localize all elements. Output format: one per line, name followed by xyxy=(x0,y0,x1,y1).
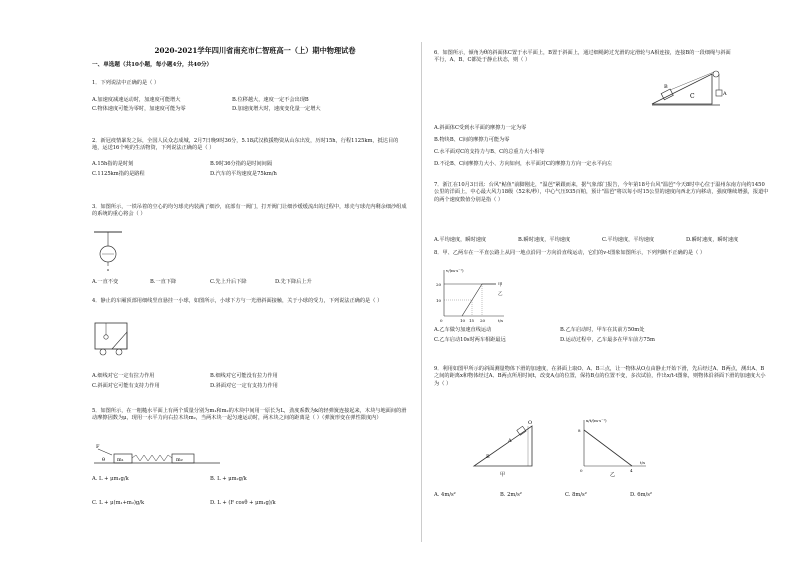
question-1-option-a: A.加速度减速运动时，加速度可能增大 xyxy=(92,97,181,103)
question-3-option-b: B.一直下降 xyxy=(150,279,177,285)
question-8-option-b: B.乙车启动时，甲车在其前方50m处 xyxy=(560,327,645,333)
figure-jia-label: 甲 xyxy=(500,472,506,478)
tick-x-10: 10 xyxy=(460,318,466,323)
question-7-option-a: A.平均速度，瞬时速度 xyxy=(434,237,487,243)
point-a-label: A xyxy=(508,438,512,444)
question-6 xyxy=(434,50,734,65)
question-1 xyxy=(92,80,402,87)
angle-label: θ xyxy=(102,457,106,463)
tick-x-4: 4 xyxy=(630,468,633,473)
question-4-stem: 4．静止的车厢顶部用细线竖直悬挂一小球，如图所示，小球下方与一光滑斜面接触，关于小球的受力，下列说法正确的是（ ） xyxy=(92,298,383,304)
tick-origin: 0 xyxy=(440,318,443,323)
tick-y-10: 10 xyxy=(436,298,442,303)
x-axis-label: t/s xyxy=(498,318,504,323)
question-8-option-c: C.乙车启动10s时两车相距最远 xyxy=(434,337,506,343)
figure-yi-label: 乙 xyxy=(610,472,616,478)
question-9-stem: 9．利用如图甲所示的斜面测量物体下滑的加速度，在斜面上取O、A、B三点，让一物体从O点由静止开始下滑，先后经过A、B两点，测出A、B之间的距离x和物体经过A、B两点所用时间t，改变A点的位置，保持B点的位置不变，多次试验，作出x/t-t图象，则物体沿斜面下滑的加速度大小为（ ） xyxy=(434,366,766,387)
question-4-option-d: D.斜面对它一定有支持力作用 xyxy=(210,383,278,389)
question-7-option-b: B.瞬时速度，平均速度 xyxy=(518,237,571,243)
question-3-option-a: A.一直不变 xyxy=(92,279,119,285)
y-axis-label: v/(m·s⁻¹) xyxy=(446,268,464,273)
block-m2-label: m₂ xyxy=(176,457,183,463)
question-8 xyxy=(434,250,769,257)
block-m1-label: m₁ xyxy=(117,457,124,463)
point-b-label: B xyxy=(486,454,490,460)
question-3-figure xyxy=(92,230,132,274)
question-3-stem: 3．如图所示，一铁吊着的空心的均匀球壳内装满了细沙，底部有一阀门，打开阀门让细沙缓缓流出的过程中，球壳与球壳内剩余细沙组成的系统的重心将会（ ） xyxy=(92,204,407,218)
point-o-label: O xyxy=(528,420,533,426)
question-7 xyxy=(434,182,769,204)
question-9-option-a: A. 4m/s² xyxy=(434,492,456,498)
y-axis-label-yi: x/t/(m·s⁻¹) xyxy=(586,418,607,423)
tick-x-15: 15 xyxy=(469,318,475,323)
force-label: F xyxy=(96,444,100,450)
question-5-option-d: D. L + (F cosθ + μm₁g)/k xyxy=(210,500,276,506)
question-8-figure xyxy=(434,266,514,324)
question-2-option-d: D.汽车的平均速度是75km/h xyxy=(210,171,277,177)
tick-zero: 0 xyxy=(580,468,583,473)
question-4-option-c: C.斜面对它可能有支持力作用 xyxy=(92,383,160,389)
question-1-option-d: D.加速度增大时，速度变化量一定增大 xyxy=(232,106,321,112)
page-title: 2020-2021学年四川省南充市仁智班高一（上）期中物理试卷 xyxy=(154,46,356,55)
question-7-option-d: D.瞬时速度，瞬时速度 xyxy=(686,237,739,243)
question-5-stem: 5．如图所示，在一粗糙水平面上有两个质量分别为m₁和m₂的木块中间用一原长为L，劲度系数为k的轻弹簧连接起来，木块与地面间的滑动摩擦因数为μ，现用一水平力向右拉木块m₂，当两木块一起匀速运动时，两木块之间的距离是（ ）（弹簧形变在弹性限度内） xyxy=(92,408,407,422)
label-c: C xyxy=(690,93,695,100)
question-2-stem: 2．新冠疫情暴发之际，全国人民众志成城，2月7日晚9时36分，5.18武汉救援物资从山东出发，历时15h，行程1125km，抵达目的地，运送16个吨的生活物资，下列说法正确的是（ ） xyxy=(92,138,399,152)
question-9 xyxy=(434,366,769,388)
question-5-figure xyxy=(92,440,222,466)
question-4-figure xyxy=(92,320,132,358)
question-3-option-c: C.先上升后下降 xyxy=(210,279,247,285)
question-4-option-a: A.细线对它一定有拉力作用 xyxy=(92,373,155,379)
question-2-option-c: C.1125km指的是路程 xyxy=(92,171,145,177)
column-divider xyxy=(421,42,422,542)
question-9-option-b: B. 2m/s² xyxy=(500,492,522,498)
tick-y-20: 20 xyxy=(436,282,442,287)
question-4 xyxy=(92,298,407,305)
question-4-option-b: B.细线对它可能没有拉力作用 xyxy=(210,373,278,379)
section-heading: 一、单选题（共10小题，每小题4分，共40分） xyxy=(92,62,213,68)
question-3-option-d: D.先下降后上升 xyxy=(275,279,312,285)
question-9-figure-yi xyxy=(574,416,654,478)
tick-x-20: 20 xyxy=(480,318,486,323)
question-6-option-d: D.不论B、C间摩擦力大小、方向如何，水平面对C的摩擦力方向一定水平向左 xyxy=(434,161,613,167)
question-1-option-b: B.位移越大，速度一定不会出现B xyxy=(232,97,309,103)
series-jia-label: 甲 xyxy=(498,283,503,288)
question-8-option-a: A.乙车做匀加速直线运动 xyxy=(434,327,492,333)
question-5-option-a: A. L + μm₁g/k xyxy=(92,476,129,482)
question-8-stem: 8．甲、乙两车在一平直公路上从同一地点沿同一方向沿直线运动，它们的v-t图象如图所示，下列判断不正确的是（ ） xyxy=(434,250,706,256)
question-2-option-b: B.9时36分指的是时间间隔 xyxy=(210,161,273,167)
question-7-stem: 7．浙江在10月3日讯：台风"鲇鱼"前脚刚走，"温芭"紧跟而来，据气象部门报告，今年第18号台风"温芭"今天8时中心位于温州东南方向约1450公里的洋面上，中心最大风力18级（52米/秒），中心气压935百帕，预计"温芭"将以每小时15公里的速度向西北方向移动，强度继续增强，报道中的两个速度数值分别是指（ ） xyxy=(434,182,769,203)
question-6-option-b: B.物块B、C间的摩擦力可能为零 xyxy=(434,137,510,143)
question-6-stem: 6．如图所示，倾角为θ的斜面体C置于水平面上，B置于斜面上，通过细绳跨过光滑的定滑轮与A相连接，连接B的一段细绳与斜面平行，A、B、C都处于静止状态，则（ ） xyxy=(434,50,731,64)
question-2-option-a: A.15h指的是时刻 xyxy=(92,161,134,167)
question-6-option-c: C.水平面对C的支持力与B、C的总重力大小相等 xyxy=(434,149,545,155)
label-a: A xyxy=(723,91,727,97)
question-9-option-c: C. 8m/s² xyxy=(565,492,587,498)
tick-y-8: 8 xyxy=(578,428,581,433)
question-7-option-c: C.平均速度，平均速度 xyxy=(602,237,655,243)
question-6-option-a: A.斜面体C受到水平面的摩擦力一定为零 xyxy=(434,125,527,131)
question-5-option-c: C. L + μ(m₁+m₂)g/k xyxy=(92,500,145,506)
question-6-figure xyxy=(650,64,730,108)
label-b: B xyxy=(664,84,668,90)
x-axis-label-yi: t/s xyxy=(640,460,646,465)
question-8-option-d: D.运动过程中，乙车最多在甲车前方75m xyxy=(560,337,655,343)
question-5 xyxy=(92,408,407,423)
question-9-figure-jia xyxy=(470,416,540,478)
question-5-option-b: B. L + μm₂g/k xyxy=(210,476,247,482)
question-3 xyxy=(92,204,407,219)
question-1-stem: 1．下列说法中正确的是（ ） xyxy=(92,80,160,86)
series-yi-label: 乙 xyxy=(498,292,503,297)
question-9-option-d: D. 6m/s² xyxy=(630,492,652,498)
question-2 xyxy=(92,138,407,153)
question-1-option-c: C.物体速度可能为零时，加速度可能为零 xyxy=(92,106,186,112)
